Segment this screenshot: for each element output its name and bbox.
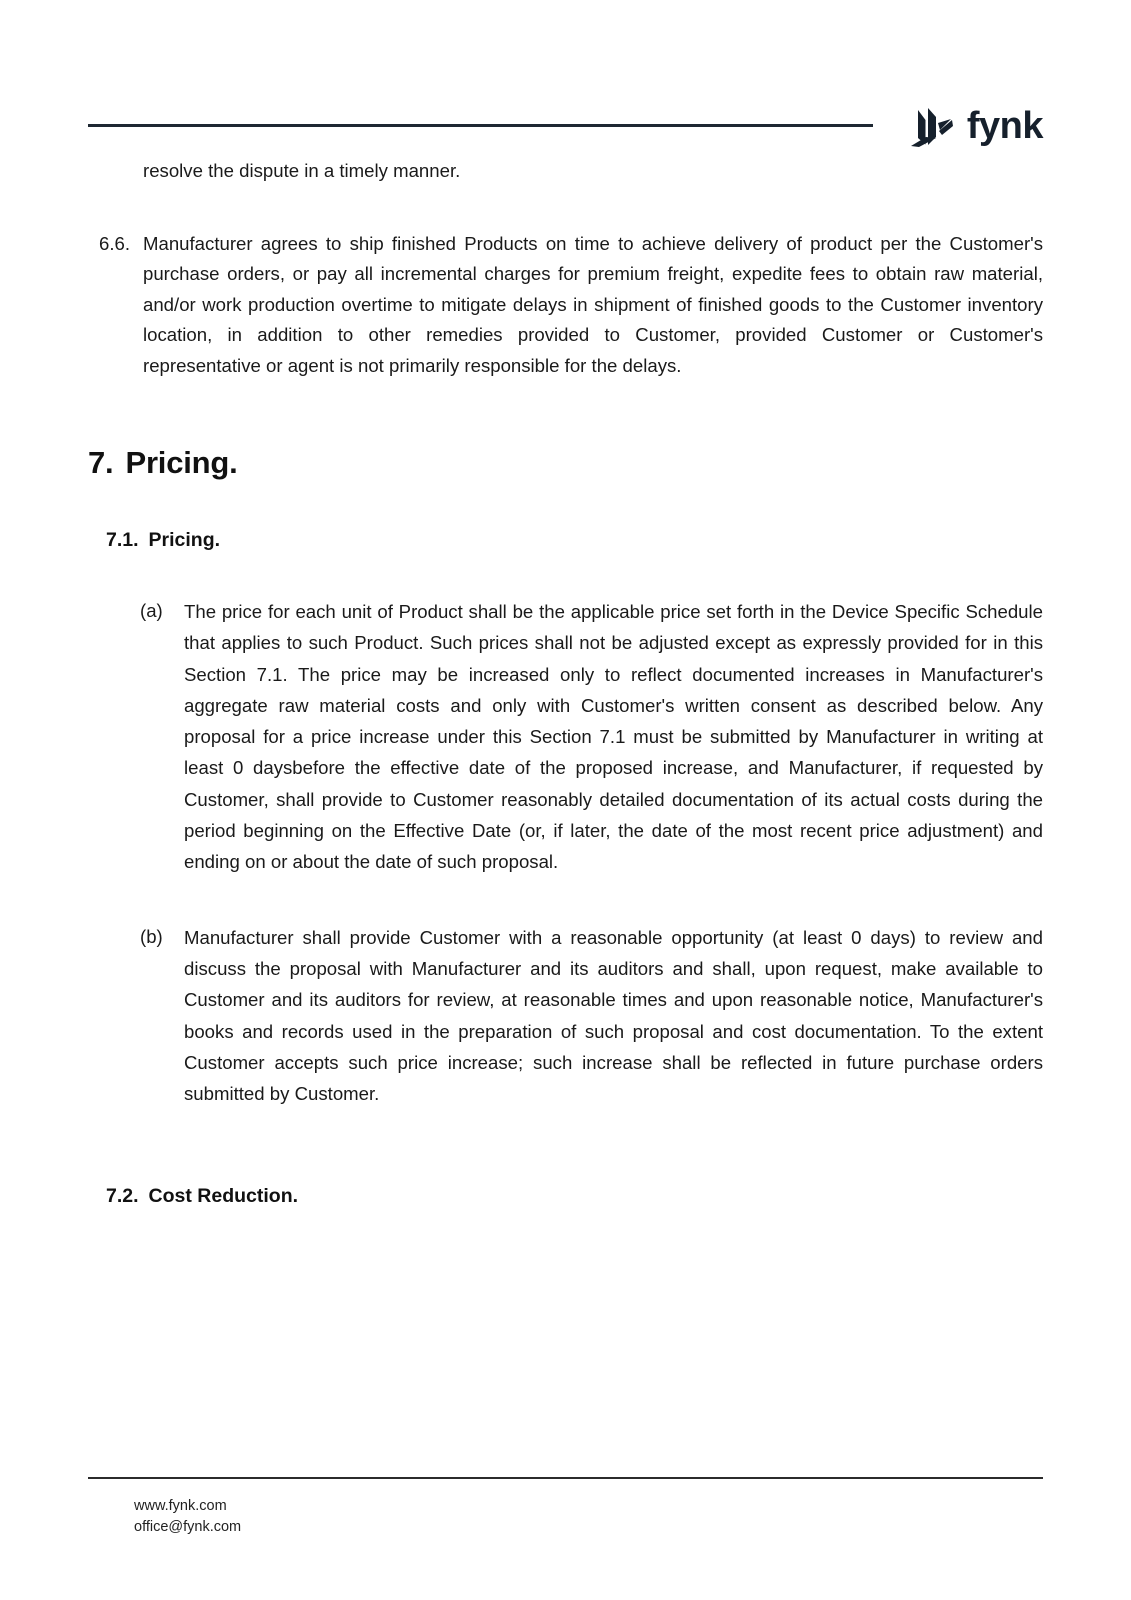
section-7-1-title: Pricing. — [148, 529, 221, 551]
clause-6-6 — [88, 229, 1043, 382]
subclause-a-text: The price for each unit of Product shall be the applicable price set forth in the Device Specific Schedule that applies to such Product. Such prices shall not be adjusted except as expressly provided for in this Section 7.1. The price may be increased only to reflect documented increases in Manufacturer's aggregate raw material costs and only with Customer's written consent as described below. Any proposal for a price increase under this Section 7.1 must be submitted by Manufacturer in writing at least 0 daysbefore the effective date of the proposed increase, and Manufacturer, if requested by Customer, shall provide to Customer reasonably detailed documentation of its actual costs during the period beginning on the Effective Date (or, if later, the date of the most recent price adjustment) and ending on or about the date of such proposal. — [184, 601, 1043, 873]
page-header — [88, 96, 1043, 156]
page-footer — [88, 1477, 1043, 1538]
section-7-1-number: 7.1. — [106, 529, 139, 551]
section-7-2-heading — [106, 1185, 1043, 1208]
section-7-2-title: Cost Reduction. — [148, 1185, 299, 1208]
header-divider-rule — [88, 124, 873, 127]
origami-bird-icon — [905, 104, 957, 148]
section-7-heading — [88, 445, 1043, 481]
document-body — [88, 156, 1043, 1208]
continuation-paragraph: resolve the dispute in a timely manner. — [143, 160, 461, 181]
footer-website[interactable]: www.fynk.com — [134, 1498, 227, 1514]
section-7-1-heading — [106, 529, 1043, 552]
subclause-a-letter: (a) — [140, 600, 163, 621]
subclause-b-letter: (b) — [140, 925, 163, 947]
subclause-b-text: Manufacturer shall provide Customer with a reasonable opportunity (at least 0 days) to review and discuss the proposal with Manufacturer and its auditors and shall, upon request, make available to Customer and its auditors for review, at reasonable times and upon reasonable notice, Manufacturer's books and records used in the preparation of such proposal and cost documentation. To the extent Customer accepts such price increase; such increase shall be reflected in future purchase orders submitted by Customer. — [184, 926, 1043, 1105]
footer-email[interactable]: office@fynk.com — [134, 1519, 242, 1535]
brand-wordmark: fynk — [966, 105, 1043, 147]
fynk-logo — [905, 104, 1043, 148]
subclause-a — [88, 596, 1043, 878]
section-7-title: Pricing. — [125, 445, 238, 480]
section-7-2-number: 7.2. — [106, 1185, 139, 1208]
subclause-b — [88, 922, 1043, 1110]
section-7-number: 7. — [88, 445, 114, 480]
footer-contact — [88, 1479, 1043, 1538]
clause-6-6-number: 6.6. — [99, 232, 131, 254]
clause-6-6-text: Manufacturer agrees to ship finished Products on time to achieve delivery of product per the Customer's purchase orders, or pay all incremental charges for premium freight, expedite fees to obtain raw material, and/or work production overtime to mitigate delays in shipment of finished goods to the Customer inventory location, in addition to other remedies provided to Customer, provided Customer or Customer's representative or agent is not primarily responsible for the delays. — [143, 232, 1043, 376]
